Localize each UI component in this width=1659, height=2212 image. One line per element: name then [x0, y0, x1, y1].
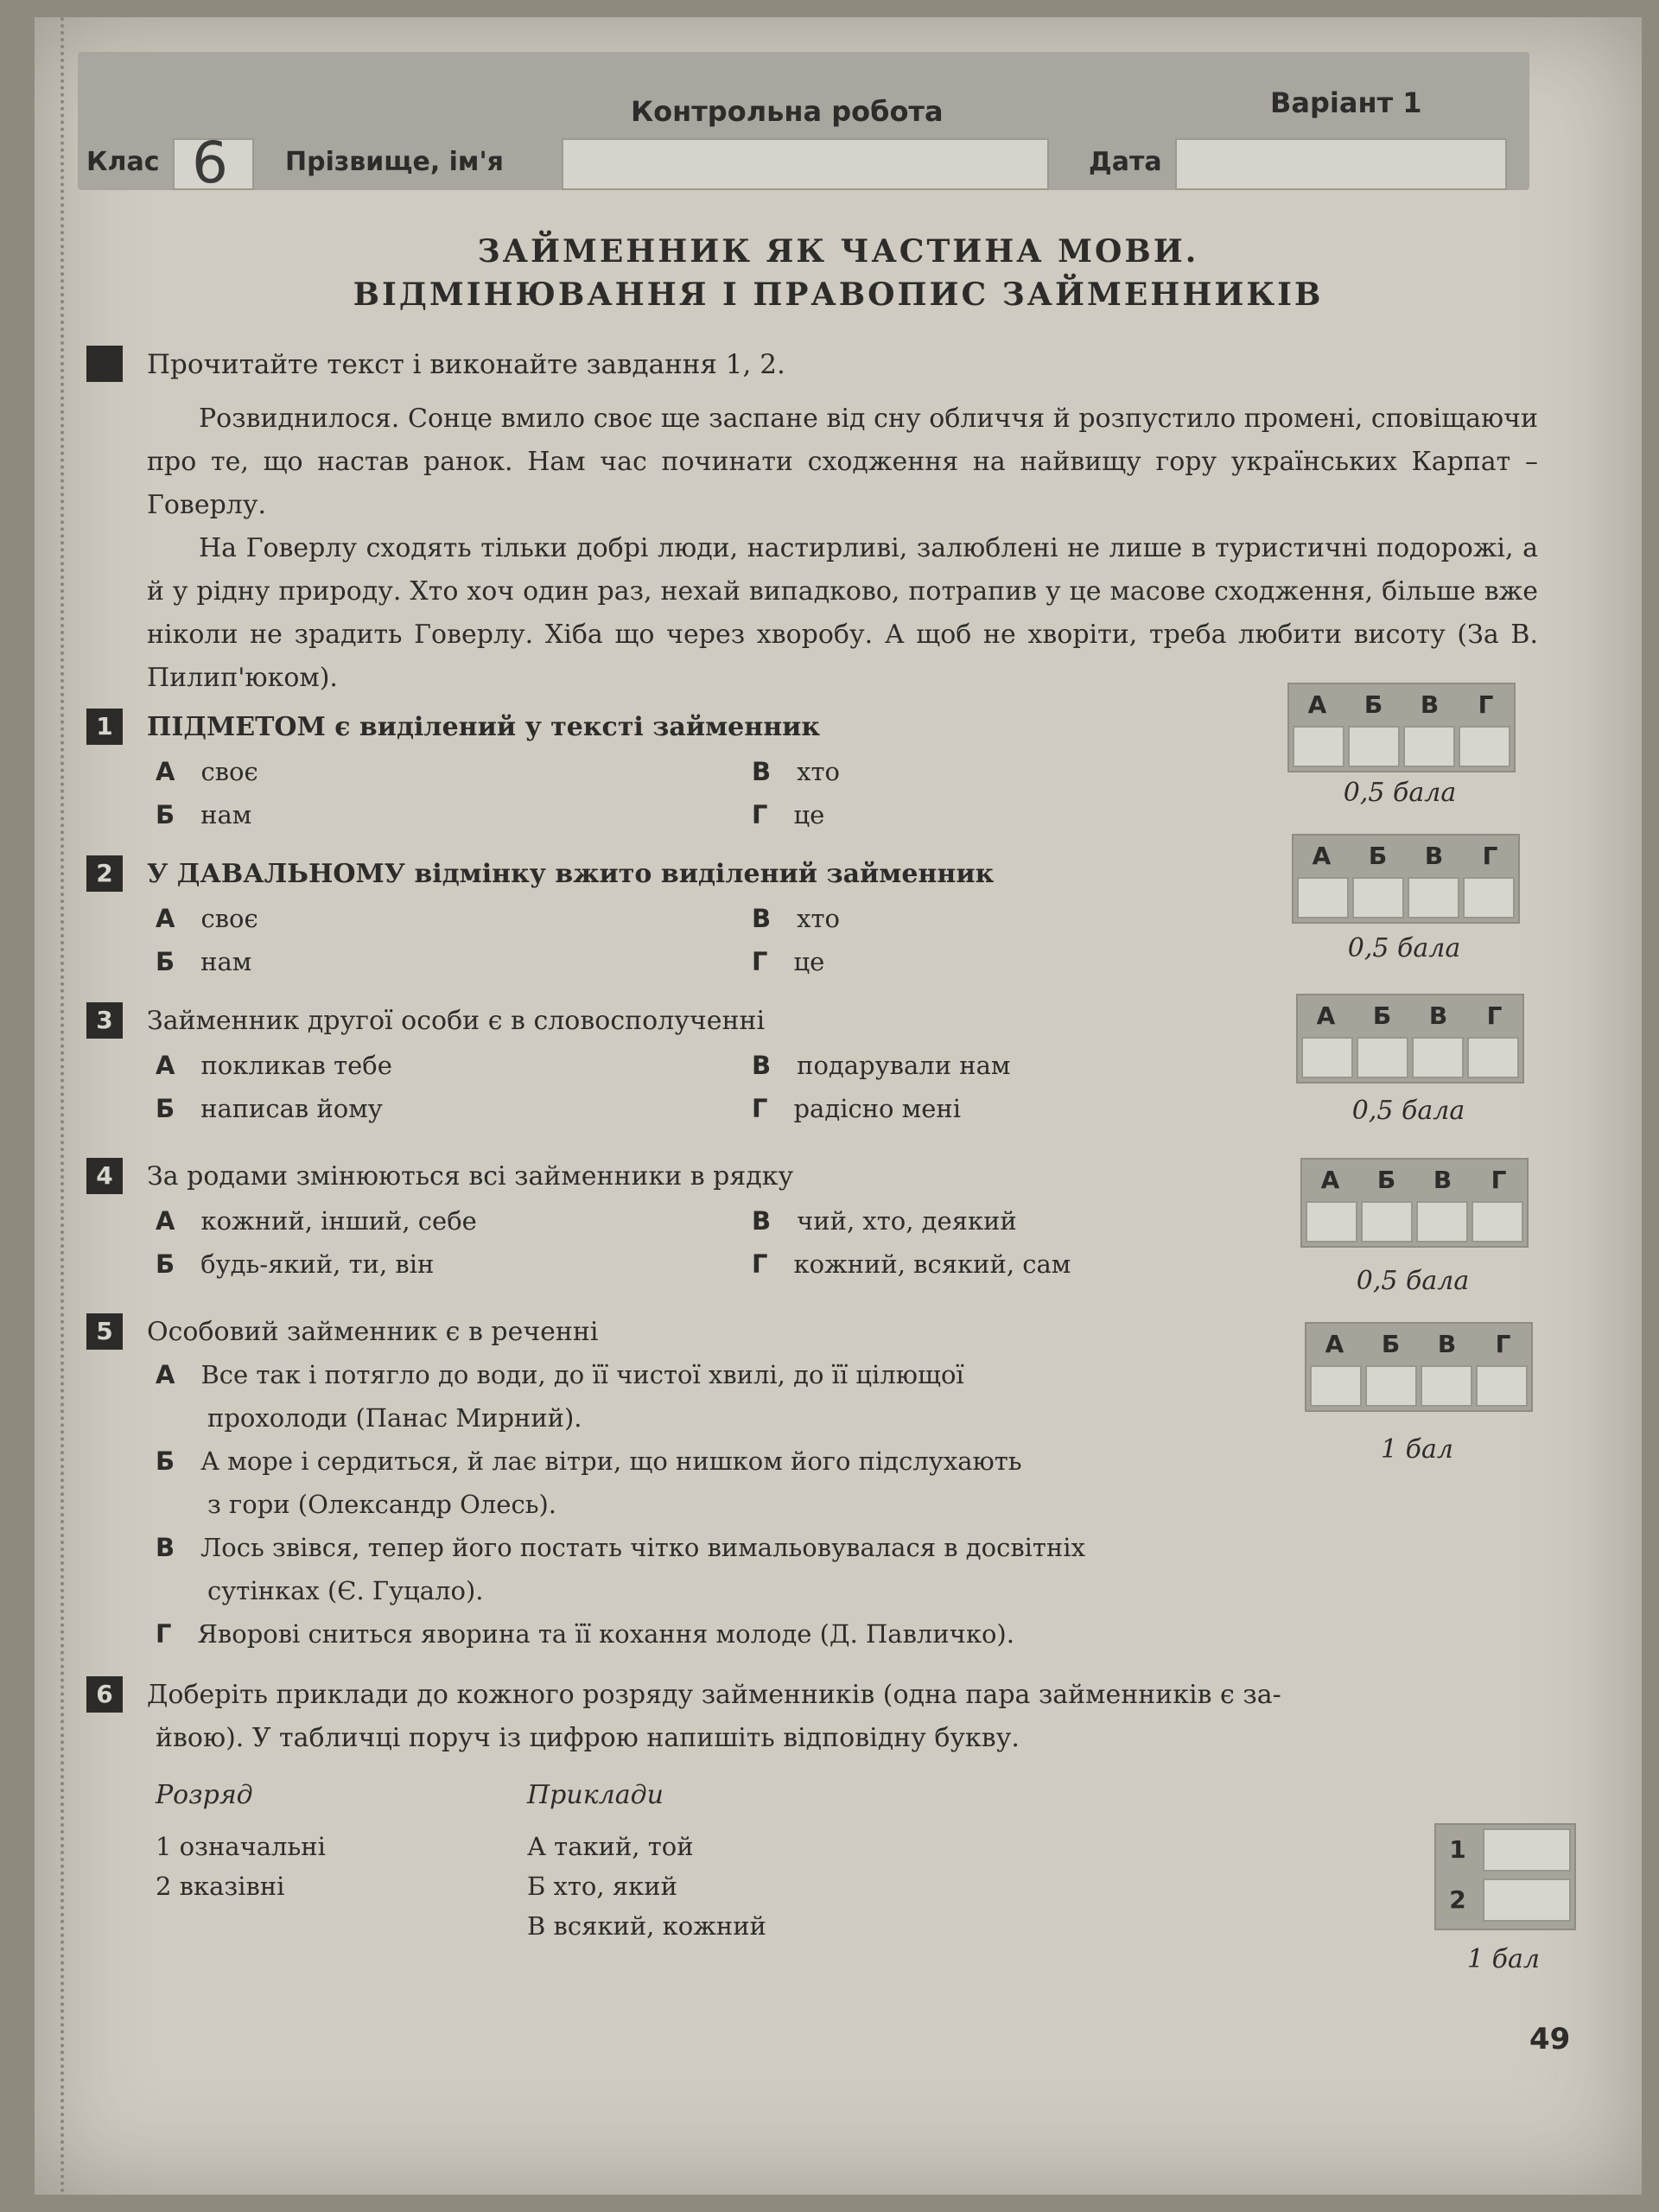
task-2-option-v: В хто	[752, 904, 840, 933]
intro-marker	[86, 346, 123, 382]
text-paragraph-1: Розвиднилося. Сонце вмило своє ще заспане від сну обличчя й розпустило промені, сповіщаючи про те, що настав ранок. Нам час починати сходження на найвищу гору українських Карпат – Говерлу.	[147, 404, 1538, 520]
answer-cell[interactable]	[1483, 1878, 1571, 1922]
answer-cell[interactable]	[1483, 1828, 1571, 1872]
task-3-option-g: Г радісно мені	[752, 1094, 962, 1123]
task-5-option-v-cont: сутінках (Є. Гуцало).	[207, 1576, 484, 1605]
task-1-option-b: Б нам	[156, 800, 252, 830]
answer-cell[interactable]	[1310, 1365, 1362, 1407]
task-4-answer-grid[interactable]: А Б В Г	[1300, 1158, 1529, 1248]
answer-cell[interactable]	[1352, 877, 1404, 918]
task-5-option-g: Г Яворові сниться яворина та її кохання молоде (Д. Павличко).	[156, 1619, 1014, 1649]
class-value: 6	[192, 130, 228, 196]
answer-cell[interactable]	[1297, 877, 1349, 918]
answer-cell[interactable]	[1403, 726, 1455, 767]
task-1-question: ПІДМЕТОМ є виділений у тексті займенник	[147, 712, 821, 742]
task-3-question: Займенник другої особи є в словосполученні	[147, 1006, 766, 1036]
task-5-answer-grid[interactable]: А Б В Г	[1305, 1322, 1533, 1412]
example-item: Б хто, який	[527, 1872, 677, 1901]
task-5-option-v: В Лось звівся, тепер його постать чітко вимальовувалася в досвітніх	[156, 1533, 1085, 1562]
answer-cell[interactable]	[1463, 877, 1515, 918]
task-1-answer-grid[interactable]: А Б В Г	[1287, 683, 1516, 772]
example-item: В всякий, кожний	[527, 1911, 766, 1941]
task-2-question: У ДАВАЛЬНОМУ відмінку вжито виділений займенник	[147, 859, 995, 889]
task-number: 5	[86, 1313, 123, 1350]
task-3-option-a: А покликав тебе	[156, 1051, 392, 1080]
task-number: 1	[86, 709, 123, 745]
answer-cell[interactable]	[1459, 726, 1510, 767]
task-2-option-g: Г це	[752, 947, 825, 976]
answer-cell[interactable]	[1306, 1201, 1357, 1243]
doc-title-line1: ЗАЙМЕННИК ЯК ЧАСТИНА МОВИ.	[477, 233, 1199, 270]
date-label: Дата	[1089, 147, 1162, 177]
task-2-answer-grid[interactable]: А Б В Г	[1292, 834, 1520, 924]
date-field[interactable]	[1175, 138, 1507, 190]
worksheet-page	[35, 17, 1642, 2195]
answer-cell[interactable]	[1467, 1037, 1519, 1078]
answer-cell[interactable]	[1365, 1365, 1417, 1407]
task-3-option-b: Б написав йому	[156, 1094, 383, 1123]
example-item: А такий, той	[527, 1832, 694, 1861]
task-4-option-v: В чий, хто, деякий	[752, 1206, 1017, 1236]
answer-cell[interactable]	[1421, 1365, 1472, 1407]
examples-column-header: Приклади	[527, 1780, 664, 1810]
task-6-question-line1: Доберіть приклади до кожного розряду займенників (одна пара займенників є за-	[147, 1680, 1281, 1710]
task-5-option-a: А Все так і потягло до води, до її чистої хвилі, до її цілющої	[156, 1360, 964, 1389]
answer-cell[interactable]	[1416, 1201, 1468, 1243]
variant-label: Варіант 1	[1270, 86, 1422, 119]
category-column-header: Розряд	[156, 1780, 253, 1810]
header-title: Контрольна робота	[631, 95, 944, 128]
student-info-row	[78, 130, 1529, 196]
task-1-points: 0,5 бала	[1343, 778, 1457, 808]
category-item: 1 означальні	[156, 1832, 326, 1861]
task-1-option-g: Г це	[752, 800, 825, 830]
answer-cell[interactable]	[1408, 877, 1459, 918]
answer-cell[interactable]	[1293, 726, 1344, 767]
answer-cell[interactable]	[1357, 1037, 1408, 1078]
answer-cell[interactable]	[1471, 1201, 1523, 1243]
answer-cell[interactable]	[1301, 1037, 1353, 1078]
intro-instruction: Прочитайте текст і виконайте завдання 1, 2.	[147, 349, 785, 380]
class-field[interactable]	[173, 130, 254, 196]
task-3-option-v: В подарували нам	[752, 1051, 1011, 1080]
task-1-option-a: А своє	[156, 757, 258, 786]
task-2-option-a: А своє	[156, 904, 258, 933]
doc-title-line2: ВІДМІНЮВАННЯ І ПРАВОПИС ЗАЙМЕННИКІВ	[353, 276, 1324, 313]
text-paragraph-2: На Говерлу сходять тільки добрі люди, настирливі, залюблені не лише в туристичні подорожі, а й у рідну природу. Хто хоч один раз, нехай випадково, потрапив у це масове сходження, більше вже ніколи не зрадить Говерлу. Хіба що через хворобу. А щоб не хворіти, треба любити висоту (За В. Пилип'юком).	[147, 533, 1538, 693]
perforation-line	[60, 17, 69, 2195]
page-number: 49	[1529, 2022, 1571, 2056]
task-4-option-a: А кожний, інший, себе	[156, 1206, 477, 1236]
task-4-option-b: Б будь-який, ти, він	[156, 1249, 435, 1279]
task-2-points: 0,5 бала	[1347, 933, 1461, 963]
task-3-answer-grid[interactable]: А Б В Г	[1296, 994, 1524, 1084]
task-1-option-v: В хто	[752, 757, 840, 786]
task-6-question-line2: йвою). У табличці поруч із цифрою напишіть відповідну букву.	[156, 1723, 1020, 1753]
task-4-points: 0,5 бала	[1356, 1266, 1470, 1296]
answer-cell[interactable]	[1361, 1201, 1413, 1243]
task-5-option-b-cont: з гори (Олександр Олесь).	[207, 1490, 557, 1519]
category-item: 2 вказівні	[156, 1872, 285, 1901]
task-number: 3	[86, 1002, 123, 1039]
task-2-option-b: Б нам	[156, 947, 252, 976]
answer-cell[interactable]	[1476, 1365, 1528, 1407]
answer-cell[interactable]	[1348, 726, 1400, 767]
answer-cell[interactable]	[1412, 1037, 1464, 1078]
task-number: 2	[86, 855, 123, 892]
task-6-points: 1 бал	[1467, 1944, 1540, 1974]
task-5-points: 1 бал	[1381, 1434, 1453, 1465]
task-5-question: Особовий займенник є в реченні	[147, 1317, 599, 1347]
class-label: Клас	[86, 147, 160, 177]
header-bar	[78, 52, 1529, 196]
task-5-option-a-cont: прохолоди (Панас Мирний).	[207, 1403, 582, 1433]
name-label: Прізвище, ім'я	[285, 147, 504, 177]
task-6-answer-grid[interactable]: 1 2	[1434, 1823, 1576, 1930]
task-number: 4	[86, 1158, 123, 1194]
task-4-question: За родами змінюються всі займенники в рядку	[147, 1161, 794, 1192]
task-5-option-b: Б А море і сердиться, й лає вітри, що нишком його підслухають	[156, 1446, 1022, 1476]
task-4-option-g: Г кожний, всякий, сам	[752, 1249, 1071, 1279]
task-3-points: 0,5 бала	[1351, 1096, 1465, 1126]
name-field[interactable]	[562, 138, 1049, 190]
task-number: 6	[86, 1676, 123, 1713]
